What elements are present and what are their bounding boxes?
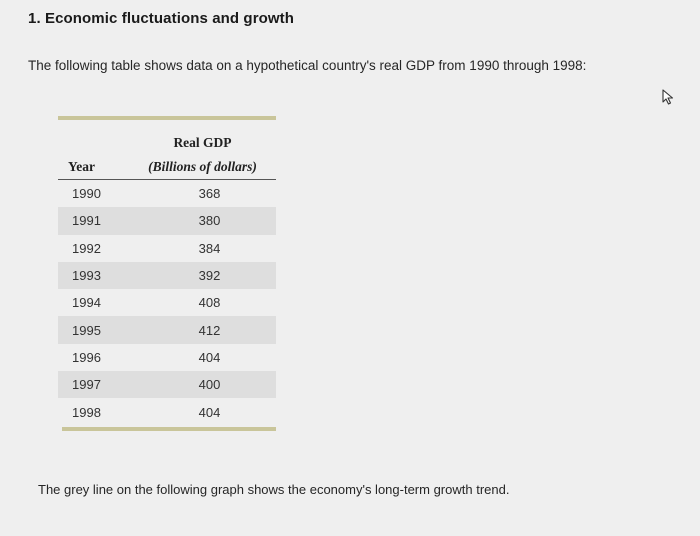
gdp-cell: 368 <box>198 186 221 202</box>
table-row <box>58 262 276 289</box>
year-cell: 1996 <box>72 349 101 365</box>
year-cell: 1991 <box>58 207 129 234</box>
table-row <box>58 344 276 371</box>
table-row <box>58 371 276 398</box>
year-cell: 1994 <box>72 295 101 311</box>
year-cell: 1998 <box>72 404 101 420</box>
table-row <box>58 289 276 316</box>
question-intro: The following table shows data on a hypothetical country's real GDP from 1990 through 1998: <box>28 58 587 73</box>
table-row <box>58 316 276 343</box>
year-cell: 1993 <box>58 262 129 289</box>
mouse-pointer-icon <box>660 88 678 106</box>
table-bottom-rule <box>62 427 276 431</box>
year-cell: 1997 <box>58 371 129 398</box>
gdp-cell: 380 <box>129 207 276 234</box>
year-cell: 1990 <box>72 186 101 202</box>
gdp-cell: 392 <box>129 262 276 289</box>
gdp-cell: 404 <box>198 404 221 420</box>
gdp-cell: 408 <box>198 295 221 311</box>
graph-intro-text: The grey line on the following graph shows the economy's long-term growth trend. <box>38 482 510 497</box>
gdp-table <box>58 120 276 426</box>
gdp-header-unit: (Billions of dollars) <box>129 155 276 180</box>
table-row <box>58 180 276 208</box>
gdp-cell: 400 <box>129 371 276 398</box>
gdp-cell: 384 <box>198 240 221 256</box>
year-cell: 1995 <box>58 316 129 343</box>
question-title: 1. Economic fluctuations and growth <box>28 10 295 27</box>
table-row <box>58 207 276 234</box>
gdp-cell: 412 <box>129 316 276 343</box>
header-spacer <box>58 120 129 155</box>
year-header: Year <box>58 155 129 180</box>
gdp-cell: 404 <box>198 349 221 365</box>
gdp-header-title: Real GDP <box>173 135 232 150</box>
table-row <box>58 235 276 262</box>
table-row <box>58 398 276 425</box>
year-cell: 1992 <box>72 240 101 256</box>
gdp-table-container <box>58 116 276 426</box>
